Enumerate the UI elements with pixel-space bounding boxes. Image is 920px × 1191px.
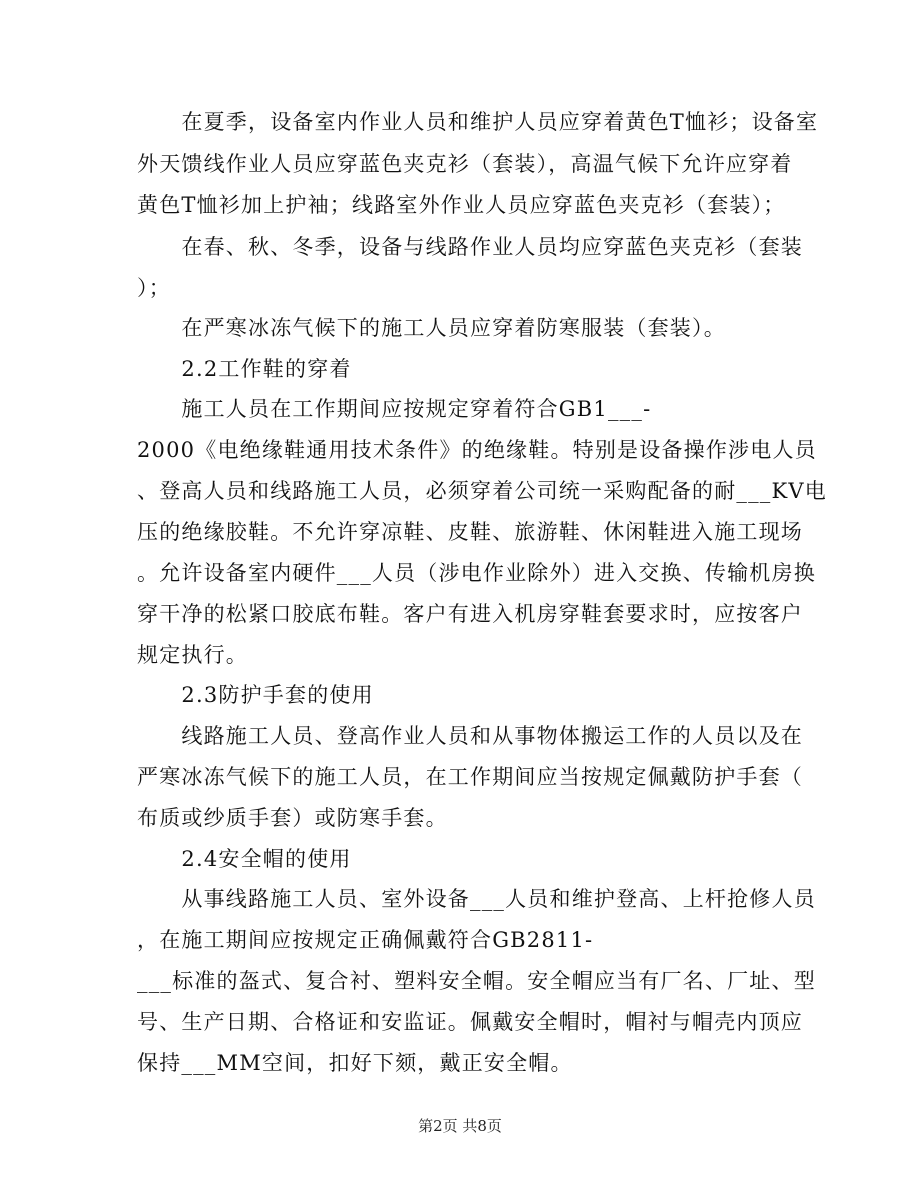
text-line: 保持___MM空间，扣好下颏，戴正安全帽。 — [137, 1051, 573, 1075]
section-heading: 2.4安全帽的使用 — [137, 847, 352, 871]
text-line: 线路施工人员、登高作业人员和从事物体搬运工作的人员以及在 — [137, 724, 803, 748]
text-line: 。允许设备室内硬件___人员（涉电作业除外）进入交换、传输机房换 — [137, 561, 816, 585]
text-line: 从事线路施工人员、室外设备___人员和维护登高、上杆抢修人员 — [137, 887, 816, 911]
text-line: 严寒冰冻气候下的施工人员，在工作期间应当按规定佩戴防护手套（ — [137, 765, 803, 789]
section-heading: 2.3防护手套的使用 — [137, 683, 374, 707]
text-line: 在夏季，设备室内作业人员和维护人员应穿着黄色T恤衫；设备室 — [137, 110, 819, 134]
text-line: ___标准的盔式、复合衬、塑料安全帽。安全帽应当有厂名、厂址、型 — [137, 969, 816, 993]
text-line: 外天馈线作业人员应穿蓝色夹克衫（套装），高温气候下允许应穿着 — [137, 152, 793, 176]
text-line: ）； — [137, 276, 171, 300]
page-number-footer: 第2页 共8页 — [418, 1117, 502, 1135]
text-line: 在严寒冰冻气候下的施工人员应穿着防寒服装（套装）。 — [137, 316, 726, 340]
text-line: 在春、秋、冬季，设备与线路作业人员均应穿蓝色夹克衫（套装 — [137, 235, 803, 259]
section-heading: 2.2工作鞋的穿着 — [137, 357, 352, 381]
text-line: 黄色T恤衫加上护袖；线路室外作业人员应穿蓝色夹克衫（套装）； — [137, 193, 786, 217]
text-line: 、登高人员和线路施工人员，必须穿着公司统一采购配备的耐___KV电 — [137, 479, 827, 503]
text-line: ，在施工期间应按规定正确佩戴符合GB2811- — [137, 928, 594, 952]
text-line: 施工人员在工作期间应按规定穿着符合GB1___- — [137, 397, 652, 421]
text-line: 规定执行。 — [137, 643, 248, 667]
text-line: 压的绝缘胶鞋。不允许穿凉鞋、皮鞋、旅游鞋、休闲鞋进入施工现场 — [137, 520, 803, 544]
text-line: 号、生产日期、合格证和安监证。佩戴安全帽时，帽衬与帽壳内顶应 — [137, 1010, 803, 1034]
text-line: 穿干净的松紧口胶底布鞋。客户有进入机房穿鞋套要求时，应按客户 — [137, 602, 803, 626]
text-line: 2000《电绝缘鞋通用技术条件》的绝缘鞋。特别是设备操作涉电人员 — [137, 438, 817, 462]
text-line: 布质或纱质手套）或防寒手套。 — [137, 806, 448, 830]
